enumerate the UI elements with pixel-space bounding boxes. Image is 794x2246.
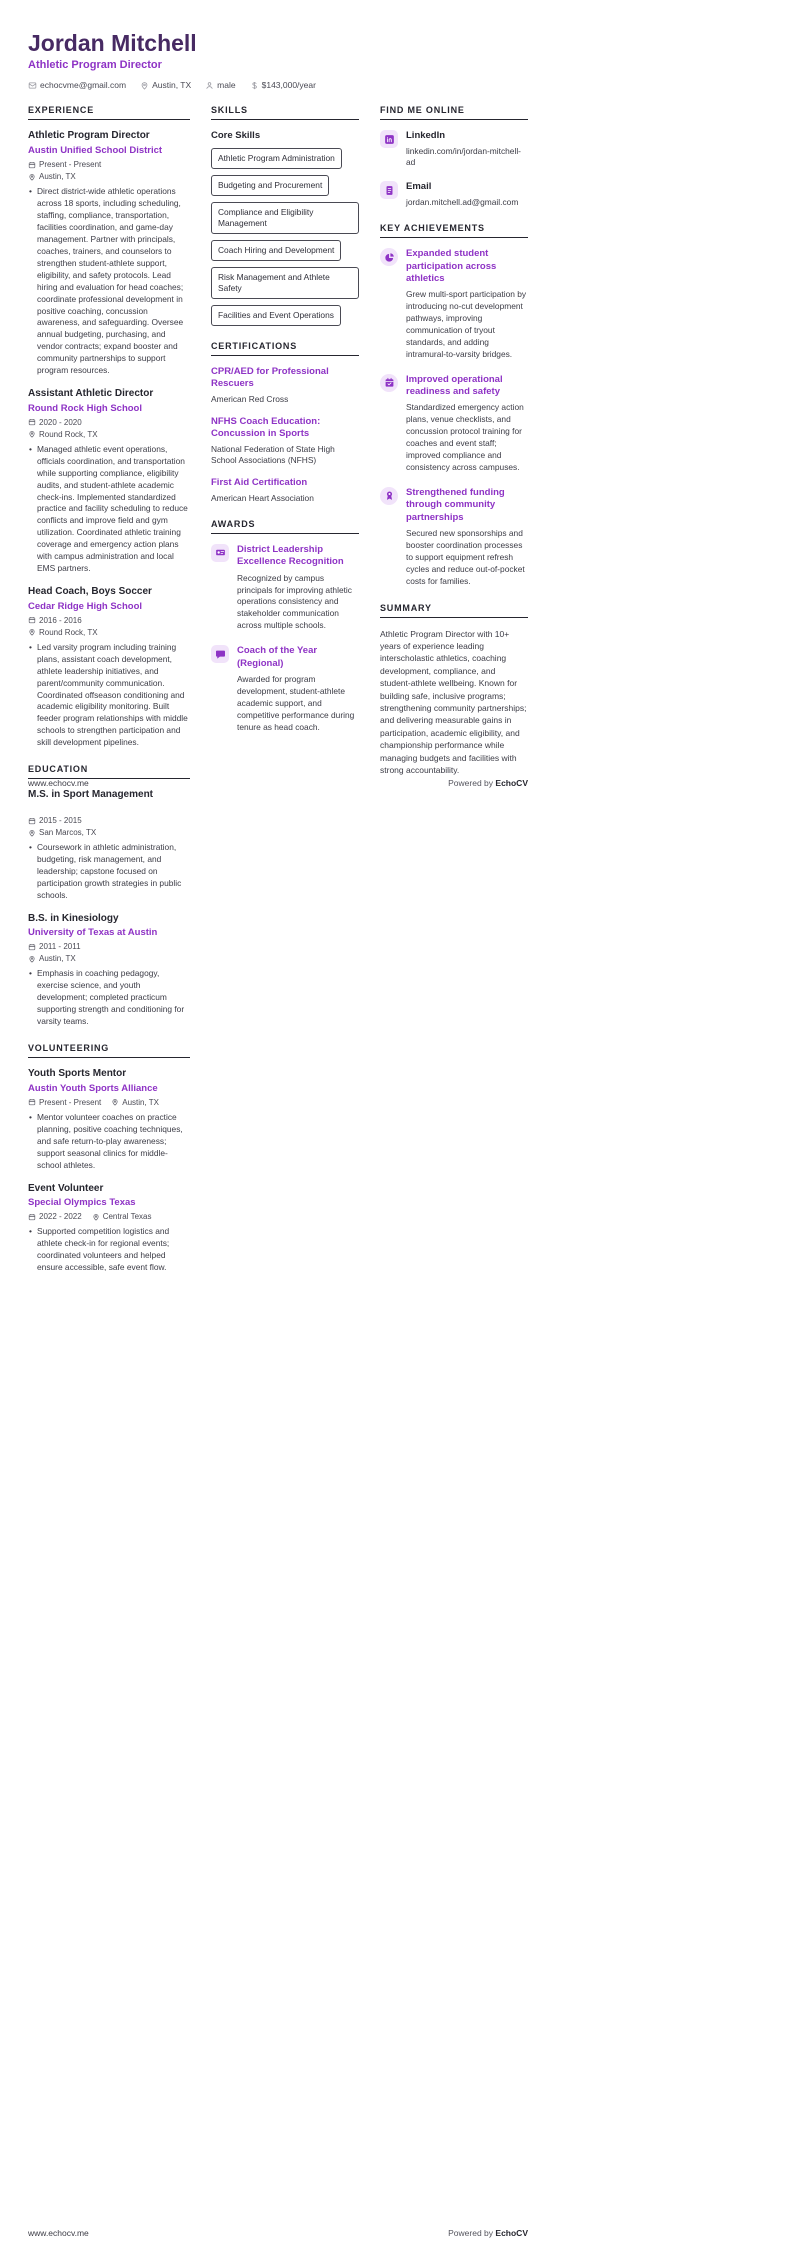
job-dates [28, 616, 190, 625]
left-column [28, 816, 190, 1274]
middle-column [211, 105, 359, 831]
contact-gender-text: male [217, 80, 236, 91]
contact-row [28, 80, 794, 90]
location-pin-icon [28, 955, 36, 963]
award-description: Recognized by campus principals for improving athletic operations consistency and stakeholder communication across multiple schools. [237, 572, 352, 631]
location-pin-icon [92, 1213, 100, 1221]
skill-chip: Risk Management and Athlete Safety [211, 267, 359, 299]
skill-chip: Budgeting and Procurement [211, 175, 329, 196]
experience-section [28, 105, 190, 749]
summary-heading: SUMMARY [380, 603, 528, 618]
volunteer-dates-text: 2022 - 2022 [39, 1212, 82, 1222]
volunteer-dates-text: Present - Present [39, 1097, 102, 1107]
key-achievements-section [380, 223, 528, 587]
education-location-text: Austin, TX [39, 954, 76, 964]
education-location [28, 954, 190, 963]
location-pin-icon [28, 430, 36, 438]
volunteer-role: Event Volunteer [28, 1182, 104, 1194]
profile-link[interactable]: linkedin.com/in/jordan-mitchell-ad [406, 145, 521, 168]
contact-location-text: Austin, TX [152, 80, 192, 91]
education-entry [28, 913, 190, 1028]
degree-title: M.S. in Sport Management [28, 789, 154, 801]
award-entry [211, 645, 359, 733]
calendar-icon [28, 418, 36, 426]
powered-by-text: Powered by [448, 2228, 494, 2238]
online-profile-entry [380, 130, 528, 168]
job-location [28, 172, 190, 181]
job-location-text: Austin, TX [39, 172, 76, 182]
page-footer [28, 2228, 528, 2238]
job-location-text: Round Rock, TX [39, 429, 98, 439]
awards-section [211, 519, 359, 734]
location-pin-icon [28, 628, 36, 636]
badge-icon [211, 544, 229, 562]
envelope-icon [28, 81, 37, 90]
contact-salary [250, 80, 316, 90]
footer-site-link[interactable]: www.echocv.me [28, 778, 89, 788]
volunteer-meta [28, 1209, 190, 1221]
calendar-icon [28, 817, 36, 825]
resume-page-2 [0, 800, 794, 2246]
job-bullet: • Direct district-wide athletic operations across 18 sports, including scheduling, staffing, compliance, transportation, facilities coordination, and game-day management. Partner with principals, coaches, trainers, and counselors to strengthen student-athlete support, eligibility, and safety protocols. Lead hiring and evaluation for head coaches; coordinate professional development in positive coaching, concussion awareness, and safeguarding. Oversee annual budgeting, purchasing, and vendor contracts; expand booster and community partnerships to support program resources. [28, 186, 190, 377]
job-bullet: • Led varsity program including training plans, assistant coach development, athlete leadership initiatives, and parent/community communication. Coordinated offseason conditioning and academic eligibility monitoring. Built feeder program relationships with middle schools to strengthen participation and skill development pipelines. [28, 642, 190, 749]
certifications-section [211, 341, 359, 504]
volunteering-heading: VOLUNTEERING [28, 1043, 190, 1058]
candidate-job-title: Athletic Program Director [28, 59, 162, 72]
profile-link[interactable]: jordan.mitchell.ad@gmail.com [406, 196, 519, 207]
job-dates-text: 2016 - 2016 [39, 615, 82, 625]
certification-issuer: American Red Cross [211, 393, 289, 404]
experience-entry [28, 130, 190, 377]
volunteer-dates [28, 1098, 101, 1107]
skills-group-label: Core Skills [211, 130, 261, 142]
linkedin-icon [380, 130, 398, 148]
volunteer-bullet: • Mentor volunteer coaches on practice planning, positive coaching techniques, and safe return-to-play awareness; support seasonal clinics for middle-school athletes. [28, 1112, 190, 1172]
award-title: District Leadership Excellence Recognition [237, 543, 344, 568]
certification-issuer: American Heart Association [211, 492, 314, 503]
achievement-entry [380, 487, 528, 588]
education-dates-text: 2011 - 2011 [39, 942, 81, 952]
achievement-title: Improved operational readiness and safety [406, 373, 503, 398]
certification-title: First Aid Certification [211, 477, 308, 489]
volunteer-org: Austin Youth Sports Alliance [28, 1082, 158, 1094]
location-pin-icon [111, 1098, 119, 1106]
education-dates [28, 816, 190, 825]
job-bullet: • Managed athletic event operations, officials coordination, and transportation while supporting compliance, eligibility audits, and student-athlete academic check-ins. Implemented standardized practice and facility scheduling to reduce conflicts and improve field and gym utilization. Coordinated athletic training coverage and emergency action plans with campus administration and local EMS partners. [28, 444, 190, 575]
job-location [28, 628, 190, 637]
pie-chart-icon [380, 248, 398, 266]
skills-heading: SKILLS [211, 105, 359, 120]
volunteer-role: Youth Sports Mentor [28, 1068, 127, 1080]
location-pin-icon [140, 81, 149, 90]
contact-gender [205, 80, 235, 90]
company-name: Round Rock High School [28, 402, 142, 414]
award-description: Awarded for program development, student-athlete academic support, and competitive performance during tenure as head coach. [237, 673, 355, 732]
contact-salary-text: $143,000/year [261, 80, 316, 91]
calendar-icon [28, 161, 36, 169]
achievement-description: Standardized emergency action plans, venue checklists, and concussion protocol training for coaches and event staff; improved compliance and consistency across campuses. [406, 402, 524, 473]
volunteer-org: Special Olympics Texas [28, 1197, 136, 1209]
online-profile-entry [380, 181, 528, 208]
calendar-icon [28, 1213, 36, 1221]
contact-email-text: echocvme@gmail.com [40, 80, 127, 91]
achievement-description: Grew multi-sport participation by introducing no-cut development pathways, improving communication of tryout standards, and adding intramural-to-varsity bridges. [406, 289, 527, 359]
dollar-icon [250, 81, 259, 90]
achievement-entry [380, 248, 528, 361]
achievement-entry [380, 374, 528, 474]
achievement-title: Expanded student participation across athletics [406, 248, 497, 284]
education-dates [28, 942, 190, 951]
resume-page-1 [0, 0, 794, 800]
achievement-description: Secured new sponsorships and booster coordination processes to support equipment refresh cycles and reduce out-of-pocket costs for families. [406, 527, 525, 586]
powered-by [448, 2228, 528, 2238]
location-pin-icon [28, 829, 36, 837]
skill-chip: Athletic Program Administration [211, 148, 342, 169]
job-dates-text: 2020 - 2020 [39, 417, 82, 427]
right-column [380, 105, 528, 831]
volunteer-meta [28, 1095, 190, 1107]
speech-bubble-icon [211, 645, 229, 663]
contact-location [140, 80, 191, 90]
volunteer-bullet: • Supported competition logistics and athlete check-in for regional events; coordinated volunteers and helped ensure accessible, safe event flow. [28, 1226, 190, 1274]
contact-email [28, 80, 126, 90]
skill-chip: Coach Hiring and Development [211, 240, 341, 261]
school-name: University of Texas at Austin [28, 927, 158, 939]
calendar-icon [28, 1098, 36, 1106]
footer-site-link[interactable]: www.echocv.me [28, 2228, 89, 2238]
education-heading: EDUCATION [28, 764, 190, 779]
page-footer [28, 778, 528, 788]
location-pin-icon [28, 173, 36, 181]
company-name: Cedar Ridge High School [28, 600, 143, 612]
volunteer-location [111, 1098, 159, 1107]
calendar-check-icon [380, 374, 398, 392]
education-bullet: • Emphasis in coaching pedagogy, exercise science, and youth development; completed practicum supporting strength and conditioning for varsity teams. [28, 968, 190, 1028]
volunteer-location-text: Central Texas [102, 1212, 152, 1222]
job-dates-text: Present - Present [39, 160, 102, 170]
skill-chip: Facilities and Event Operations [211, 305, 341, 326]
person-icon [205, 81, 214, 90]
calendar-icon [28, 616, 36, 624]
three-column-layout [28, 105, 528, 831]
awards-heading: AWARDS [211, 519, 359, 534]
candidate-name: Jordan Mitchell [28, 30, 197, 56]
skill-chip: Compliance and Eligibility Management [211, 202, 359, 234]
job-location-text: Round Rock, TX [39, 627, 98, 637]
certifications-heading: CERTIFICATIONS [211, 341, 359, 356]
achievement-title: Strengthened funding through community partnerships [406, 486, 505, 523]
experience-entry [28, 388, 190, 575]
education-bullet: • Coursework in athletic administration, budgeting, risk management, and leadership; capstone focused on participation growth strategies in public schools. [28, 842, 190, 902]
job-title: Athletic Program Director [28, 130, 150, 142]
certification-entry [211, 366, 359, 405]
medal-icon [380, 487, 398, 505]
left-column [28, 105, 190, 831]
summary-text: Athletic Program Director with 10+ years of experience leading interscholastic athletics, coaching development, compliance, and student-athlete wellbeing. Known for building safe, inclusive programs; strengthening community partnerships; and delivering measurable gains in participation, academic eligibility, and championship performance while managing budgets and facilities with strong accountability. [380, 628, 527, 776]
profile-label: Email [406, 181, 432, 193]
find-me-online-section [380, 105, 528, 208]
calendar-icon [28, 943, 36, 951]
certification-title: NFHS Coach Education: Concussion in Sports [211, 415, 321, 440]
education-location [28, 828, 190, 837]
certification-title: CPR/AED for Professional Rescuers [211, 365, 329, 390]
volunteering-entry [28, 1068, 190, 1171]
key-achievements-heading: KEY ACHIEVEMENTS [380, 223, 528, 238]
education-location-text: San Marcos, TX [39, 828, 97, 837]
powered-by-text: Powered by [448, 778, 494, 788]
job-dates [28, 160, 190, 169]
experience-entry [28, 586, 190, 749]
degree-title: B.S. in Kinesiology [28, 912, 119, 924]
resume-header [28, 30, 794, 90]
job-dates [28, 418, 190, 427]
job-title: Assistant Athletic Director [28, 388, 154, 400]
job-title: Head Coach, Boys Soccer [28, 586, 152, 598]
summary-section [380, 603, 528, 777]
certification-entry [211, 416, 359, 466]
skills-section [211, 105, 359, 325]
brand-name: EchoCV [495, 2228, 528, 2238]
find-me-online-heading: FIND ME ONLINE [380, 105, 528, 120]
volunteering-section [28, 1043, 190, 1274]
powered-by [448, 778, 528, 788]
brand-name: EchoCV [495, 778, 528, 788]
volunteer-location [92, 1212, 152, 1221]
award-entry [211, 544, 359, 632]
job-location [28, 430, 190, 439]
document-icon [380, 181, 398, 199]
skills-list [211, 148, 359, 325]
education-entry-continued [28, 816, 190, 902]
volunteering-entry [28, 1183, 190, 1275]
certification-entry [211, 477, 359, 504]
award-title: Coach of the Year (Regional) [237, 645, 318, 669]
education-dates-text: 2015 - 2015 [39, 816, 82, 825]
volunteer-dates [28, 1212, 82, 1221]
volunteer-location-text: Austin, TX [122, 1097, 160, 1107]
profile-label: LinkedIn [406, 130, 446, 142]
company-name: Austin Unified School District [28, 144, 163, 156]
certification-issuer: National Federation of State High School Associations (NFHS) [211, 443, 335, 465]
experience-heading: EXPERIENCE [28, 105, 190, 120]
